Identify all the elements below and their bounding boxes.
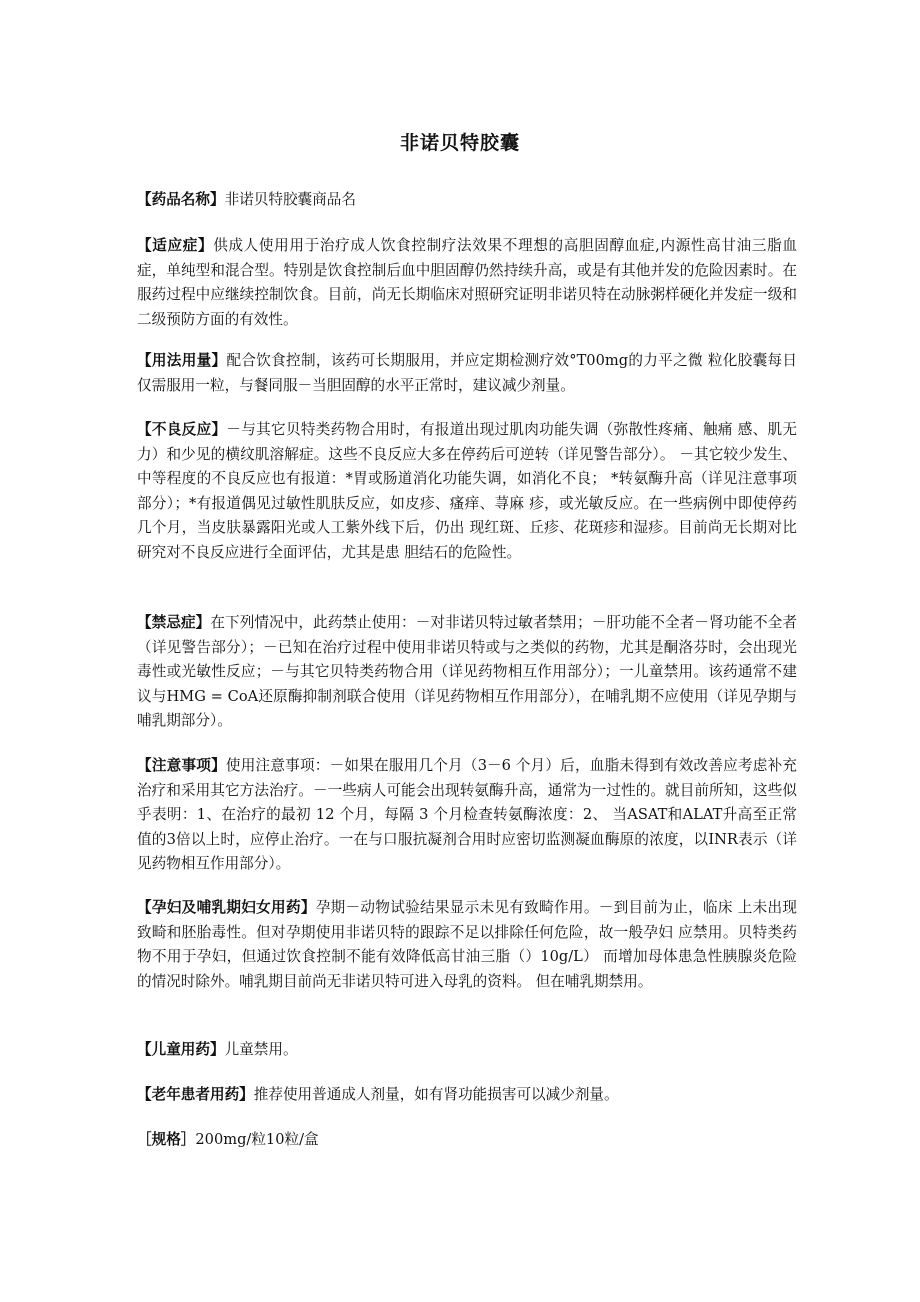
section-drug-name (137, 188, 797, 213)
section-body: 配合饮食控制，该药可长期服用，并应定期检测疗效°T00mg的力平之微 粒化胶囊每日仅需服用一粒，与餐同服－当胆固醇的水平正常时，建议减少剂量。 (137, 352, 797, 394)
page-title: 非诺贝特胶囊 (399, 132, 520, 154)
section-heading: 【用法用量】 (137, 352, 227, 369)
section-contraindications (137, 611, 797, 734)
section-heading: 【药品名称】 (137, 191, 225, 208)
section-body: 200mg/粒10粒/盒 (195, 1131, 319, 1148)
section-precautions (137, 754, 797, 877)
section-heading: ［规格］ (137, 1131, 196, 1148)
section-pediatric-use (137, 1038, 797, 1063)
section-body: 供成人使用用于治疗成人饮食控制疗法效果不理想的高胆固醇血症,内源性高甘油三脂血症，单纯型和混合型。特别是饮食控制后血中胆固醇仍然持续升高，或是有其他并发的危险因素时。在服药过程中应继续控制饮食。目前，尚无长期临床对照研究证明非诺贝特在动脉粥样硬化并发症一级和二级预防方面的有效性。 (137, 237, 797, 328)
section-body: 推荐使用普通成人剂量，如有肾功能损害可以减少剂量。 (253, 1086, 619, 1103)
section-heading: 【不良反应】 (137, 421, 227, 438)
section-body: 儿童禁用。 (224, 1041, 298, 1058)
section-indications (137, 234, 797, 332)
section-heading: 【孕妇及哺乳期妇女用药】 (137, 899, 316, 916)
section-geriatric-use (137, 1083, 797, 1108)
section-heading: 【禁忌症】 (137, 614, 211, 631)
section-body: －与其它贝特类药物合用时，有报道出现过肌肉功能失调（弥散性疼痛、触痛 感、肌无力）和少见的横纹肌溶解症。这些不良反应大多在停药后可逆转（详见警告部分）。 －其它较少发生、中等程度的不良反应也有报道：*胃或肠道消化功能失调，如消化不良； *转氨酶升高（详见注意事项部分）；*有报道偶见过敏性肌肤反应，如皮疹、瘙痒、荨麻 疹，或光敏反应。在一些病例中即使停药几个月，当皮肤暴露阳光或人工紫外线下后，仍出 现红斑、丘疹、花斑疹和湿疹。目前尚无长期对比研究对不良反应进行全面评估，尤其是患 胆结石的危险性。 (137, 421, 797, 561)
section-adverse-reactions (137, 418, 797, 566)
section-pregnancy-lactation (137, 896, 797, 994)
section-body: 非诺贝特胶囊商品名 (224, 191, 356, 208)
section-heading: 【注意事项】 (137, 757, 226, 774)
section-body: 在下列情况中，此药禁止使用：－对非诺贝特过敏者禁用；－肝功能不全者－肾功能不全者（详见警告部分）；－已知在治疗过程中使用非诺贝特或与之类似的药物，尤其是酮洛芬时，会出现光毒性或光敏性反应；－与其它贝特类药物合用（详见药物相互作用部分）；一儿童禁用。该药通常不建议与HMG = CoA还原酶抑制剂联合使用（详见药物相互作用部分），在哺乳期不应使用（详见孕期与哺乳期部分）。 (137, 614, 797, 730)
section-body: 孕期－动物试验结果显示未见有致畸作用。－到目前为止，临床 上未出现致畸和胚胎毒性。但对孕期使用非诺贝特的跟踪不足以排除任何危险，故一般孕妇 应禁用。贝特类药物不用于孕妇，但通过饮食控制不能有效降低高甘油三脂（）10g/L） 而增加母体患急性胰腺炎危险的情况时除外。哺乳期目前尚无非诺贝特可进入母乳的资料。 但在哺乳期禁用。 (137, 899, 797, 990)
section-heading: 【儿童用药】 (137, 1041, 225, 1058)
section-body: 使用注意事项：－如果在服用几个月（3－6 个月）后，血脂未得到有效改善应考虑补充治疗和采用其它方法治疗。－一些病人可能会出现转氨酶升高，通常为一过性的。就目前所知，这些似乎表明：1、在治疗的最初 12 个月，每隔 3 个月检查转氨酶浓度：2、 当ASAT和ALAT升高至正常值的3倍以上时，应停止治疗。一在与口服抗凝剂合用时应密切监测凝血酶原的浓度，以INR表示（详见药物相互作用部分）。 (137, 757, 797, 873)
section-heading: 【适应症】 (137, 237, 214, 254)
section-heading: 【老年患者用药】 (137, 1086, 254, 1103)
section-specification (137, 1128, 797, 1153)
section-dosage (137, 349, 797, 398)
